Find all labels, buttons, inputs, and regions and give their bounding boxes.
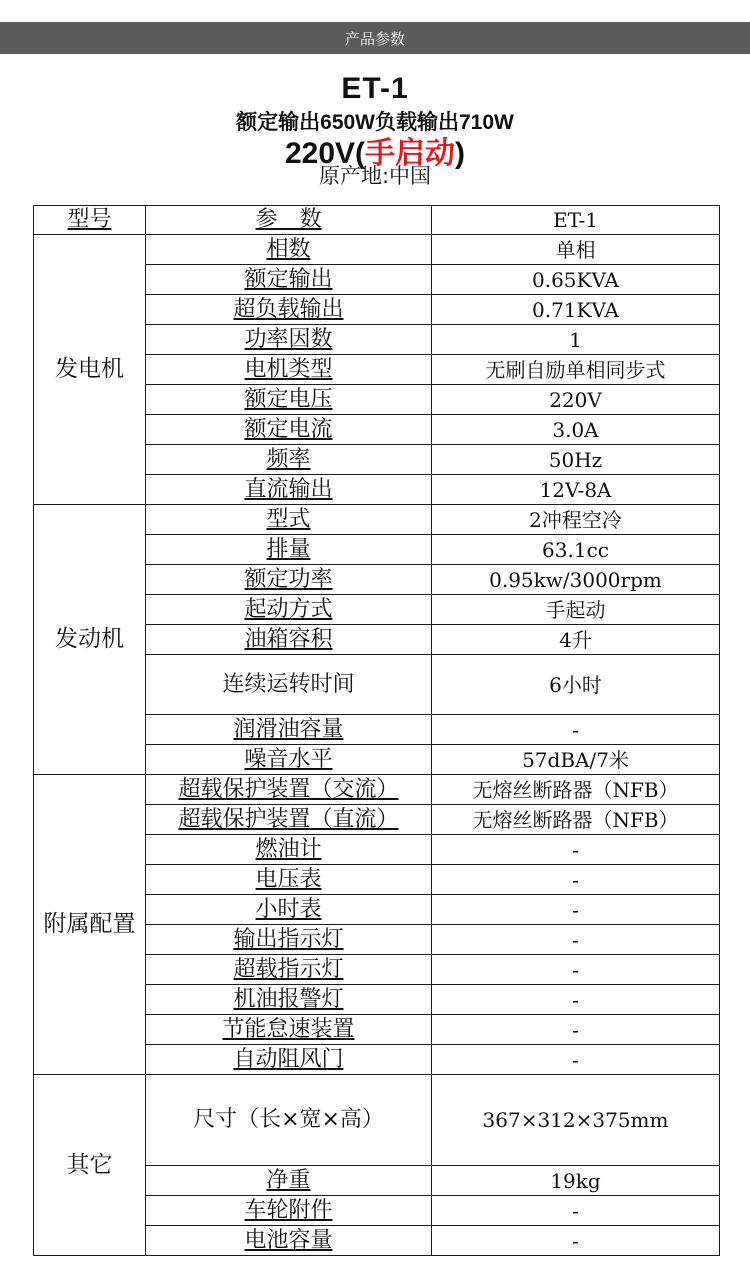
row-label: 频率 xyxy=(146,445,432,475)
row-value: 无刷自励单相同步式 xyxy=(432,355,720,385)
row-value: 3.0A xyxy=(432,415,720,445)
start-mode-text: 手启动 xyxy=(365,137,456,170)
row-label: 机油报警灯 xyxy=(146,985,432,1015)
row-value: - xyxy=(432,985,720,1015)
row-label: 型式 xyxy=(146,505,432,535)
spec-table xyxy=(33,205,720,1256)
row-value: 220V xyxy=(432,385,720,415)
row-label: 超载保护装置（交流） xyxy=(146,775,432,805)
row-label: 相数 xyxy=(146,235,432,265)
close-paren-text: ) xyxy=(455,137,466,170)
row-label: 超负载输出 xyxy=(146,295,432,325)
row-label: 电池容量 xyxy=(146,1226,432,1256)
row-label: 起动方式 xyxy=(146,595,432,625)
row-label: 噪音水平 xyxy=(146,745,432,775)
row-value: - xyxy=(432,1045,720,1075)
row-label: 电压表 xyxy=(146,865,432,895)
row-label: 润滑油容量 xyxy=(146,715,432,745)
group-generator: 发电机 xyxy=(34,235,146,505)
row-label: 直流输出 xyxy=(146,475,432,505)
header-value-cell: ET-1 xyxy=(432,206,720,235)
table-row xyxy=(34,505,720,535)
section-banner: 产品参数 xyxy=(0,22,750,54)
row-label: 电机类型 xyxy=(146,355,432,385)
row-value: 无熔丝断路器（NFB） xyxy=(432,775,720,805)
table-row xyxy=(34,235,720,265)
row-value: 367×312×375mm xyxy=(432,1075,720,1166)
voltage-text: 220V( xyxy=(284,137,366,170)
row-label: 额定输出 xyxy=(146,265,432,295)
row-value: 57dBA/7米 xyxy=(432,745,720,775)
row-label: 额定电压 xyxy=(146,385,432,415)
row-label: 额定功率 xyxy=(146,565,432,595)
row-value: 50Hz xyxy=(432,445,720,475)
row-value: 4升 xyxy=(432,625,720,655)
origin-line: 原产地:中国 xyxy=(318,164,432,188)
table-row xyxy=(34,775,720,805)
row-label: 额定电流 xyxy=(146,415,432,445)
row-value: 0.71KVA xyxy=(432,295,720,325)
header-model-cell: 型号 xyxy=(34,206,146,235)
row-label: 超载指示灯 xyxy=(146,955,432,985)
row-label: 净重 xyxy=(146,1166,432,1196)
group-engine: 发动机 xyxy=(34,505,146,775)
row-value: 19kg xyxy=(432,1166,720,1196)
table-header-row xyxy=(34,206,720,235)
row-value: 0.95kw/3000rpm xyxy=(432,565,720,595)
row-value: 无熔丝断路器（NFB） xyxy=(432,805,720,835)
row-value: 12V-8A xyxy=(432,475,720,505)
row-value: 单相 xyxy=(432,235,720,265)
row-label: 燃油计 xyxy=(146,835,432,865)
row-value: - xyxy=(432,1196,720,1226)
row-label: 尺寸（长×宽×高） xyxy=(146,1075,432,1166)
row-value: - xyxy=(432,865,720,895)
row-label: 自动阻风门 xyxy=(146,1045,432,1075)
row-value: - xyxy=(432,925,720,955)
row-label: 排量 xyxy=(146,535,432,565)
row-label: 节能怠速装置 xyxy=(146,1015,432,1045)
row-label: 车轮附件 xyxy=(146,1196,432,1226)
row-label: 小时表 xyxy=(146,895,432,925)
row-value: 手起动 xyxy=(432,595,720,625)
group-other: 其它 xyxy=(34,1075,146,1256)
row-label: 超载保护装置（直流） xyxy=(146,805,432,835)
row-label: 输出指示灯 xyxy=(146,925,432,955)
row-value: 1 xyxy=(432,325,720,355)
row-value: - xyxy=(432,835,720,865)
row-label: 连续运转时间 xyxy=(146,655,432,715)
row-label: 功率因数 xyxy=(146,325,432,355)
row-value: - xyxy=(432,715,720,745)
model-title: ET-1 xyxy=(341,72,409,105)
table-row xyxy=(34,1075,720,1166)
group-accessories: 附属配置 xyxy=(34,775,146,1075)
output-spec-line: 额定输出650W负载输出710W xyxy=(236,111,514,134)
header-param-cell: 参 数 xyxy=(146,206,432,235)
row-value: 63.1cc xyxy=(432,535,720,565)
row-value: - xyxy=(432,1015,720,1045)
row-value: 6小时 xyxy=(432,655,720,715)
row-value: 2冲程空冷 xyxy=(432,505,720,535)
row-value: - xyxy=(432,895,720,925)
row-value: - xyxy=(432,1226,720,1256)
row-value: - xyxy=(432,955,720,985)
row-label: 油箱容积 xyxy=(146,625,432,655)
row-value: 0.65KVA xyxy=(432,265,720,295)
